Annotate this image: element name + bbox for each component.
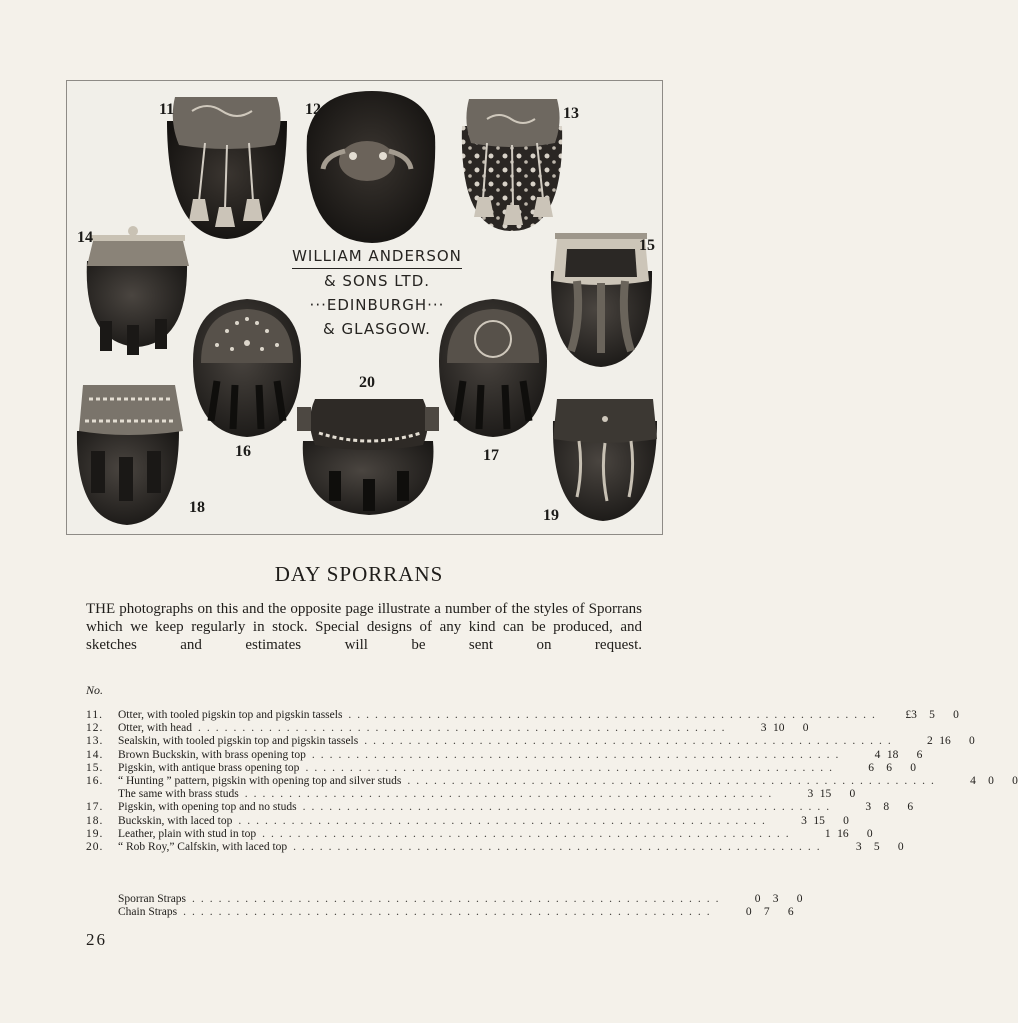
item-price [801,828,873,841]
item-price [722,906,794,919]
number-column-header: No. [86,683,104,697]
price-shillings: 3 [772,893,779,905]
item-number: 15. [86,761,104,774]
photo-number-20: 20 [359,374,375,391]
sporran-18 [77,385,183,525]
leader-dots: ............................................................ [364,735,897,748]
item-number: 20. [86,840,104,853]
item-description: Chain Straps [118,906,178,919]
straps-list [86,893,803,919]
sporran-11 [167,97,287,239]
item-price [844,762,916,775]
price-shillings: 7 [763,906,770,919]
leader-dots: ............................................................ [348,709,881,721]
price-pounds: 6 [868,761,874,774]
leader-dots: ............................................................ [407,774,940,787]
maker-line-3: ···EDINBURGH··· [309,296,445,314]
item-description: Sporran Straps [118,893,187,905]
item-price [887,709,959,722]
leader-dots: ............................................................ [192,893,725,905]
price-pence: 0 [843,814,849,827]
price-list [86,709,1018,854]
price-row [86,774,1018,788]
page-number: 26 [86,930,107,949]
price-pence: 6 [916,748,923,761]
price-row [86,748,923,762]
price-pence: 0 [1012,774,1018,787]
leader-dots: ............................................................ [262,827,795,840]
item-description: Leather, plain with stud in top [118,827,257,840]
maker-line-2: & SONS LTD. [323,272,431,290]
price-pounds: 3 [865,801,872,814]
price-shillings: 15 [819,788,832,801]
item-price [736,722,808,735]
item-price [783,788,855,801]
item-description: Brown Buckskin, with brass opening top [118,748,306,761]
price-shillings: 16 [939,735,951,748]
price-pounds: 0 [754,893,761,905]
price-pounds: 3 [801,814,807,827]
price-row [86,814,849,828]
leader-dots: ............................................................ [183,906,716,919]
price-shillings: 18 [886,748,899,761]
item-description: “ Hunting ” pattern, pigskin with opening top and silver studs [118,774,402,787]
photo-number-13: 13 [563,105,579,122]
price-pounds: 2 [926,735,933,748]
item-price [841,801,913,814]
item-description: Pigskin, with antique brass opening top [118,761,300,774]
item-description: The same with brass studs [118,788,239,801]
item-price [903,735,975,748]
price-row [86,893,803,906]
price-shillings: 6 [886,761,892,774]
item-description: Pigskin, with opening top and no studs [118,801,297,814]
item-number: 12. [86,722,104,735]
sporran-20 [297,399,439,515]
price-pence: 0 [796,893,803,905]
photo-number-15: 15 [639,237,655,254]
leader-dots: ............................................................ [305,761,838,774]
price-pounds: 0 [745,906,752,919]
item-price [946,775,1018,788]
price-pence: 0 [910,761,916,774]
item-price [777,815,849,828]
leader-dots: ............................................................ [311,748,845,761]
price-row [86,735,975,748]
price-pounds: 1 [824,827,831,840]
leader-dots: ............................................................ [238,814,771,827]
sporran-14 [87,226,189,355]
maker-line-1: WILLIAM ANDERSON [292,244,462,269]
photo-number-11: 11 [159,101,175,118]
maker-line-4: & GLASGOW. [323,320,431,338]
sporran-13 [462,99,562,231]
item-number: 11. [86,709,103,721]
maker-imprint [263,244,491,341]
item-number: 17. [86,801,104,814]
photo-number-18: 18 [189,499,205,516]
price-shillings: 5 [873,840,880,853]
photo-number-17: 17 [483,447,499,464]
price-row [86,827,873,841]
leader-dots: ............................................................ [293,840,826,853]
price-pence: 6 [787,906,794,919]
price-shillings: 5 [929,709,935,721]
price-shillings: 16 [837,827,849,840]
leader-dots: ............................................................ [197,722,731,735]
price-pounds: 4 [874,748,881,761]
price-pounds: 3 [807,788,814,801]
page-title: DAY SPORRANS [274,562,444,586]
price-pence: 0 [866,827,873,840]
leader-dots: ............................................................ [302,801,836,814]
item-price [832,841,904,854]
price-row [86,840,904,854]
item-description: Sealskin, with tooled pigskin top and pigskin tassels [118,735,359,748]
price-pence: 0 [849,788,856,801]
item-price [850,749,922,762]
price-pence: 0 [968,735,975,748]
sporran-19 [553,399,657,521]
intro-paragraph [86,600,642,654]
price-row [86,906,794,919]
price-shillings: 10 [772,722,785,735]
item-description: Otter, with head [118,722,192,735]
price-row [86,788,856,801]
price-pounds: 3 [855,840,862,853]
price-pence: 6 [907,801,914,814]
photo-number-19: 19 [543,507,559,524]
sporran-15 [551,233,652,367]
item-description: “ Rob Roy,” Calfskin, with laced top [118,840,288,853]
price-row [86,761,916,775]
item-number: 14. [86,748,104,761]
price-pence: 0 [897,840,904,853]
leader-dots: ............................................................ [244,788,778,801]
item-number: 19. [86,827,104,840]
item-number: 16. [86,774,104,787]
price-row [86,722,809,735]
price-pence: 0 [953,709,959,721]
price-pounds: £3 [905,709,917,721]
item-description: Otter, with tooled pigskin top and pigskin tassels [118,709,343,721]
photo-number-16: 16 [235,443,251,460]
price-shillings: 15 [813,814,825,827]
item-number: 13. [86,735,104,748]
price-pence: 0 [802,722,809,735]
intro-text: THE photographs on this and the opposite page illustrate a number of the styles of Sporrans which we keep regularly in stock. Special designs of any kind can be produced, and sketches and estimates will be sent on request. [86,601,642,653]
price-shillings: 8 [883,801,890,814]
price-row [86,801,914,814]
item-price [731,893,803,906]
photo-number-14: 14 [77,229,93,246]
sporran-photograph [66,80,663,535]
price-pounds: 3 [760,722,767,735]
price-pounds: 4 [970,774,976,787]
price-row [86,709,959,722]
item-description: Buckskin, with laced top [118,814,233,827]
photo-number-12: 12 [305,101,321,118]
item-number: 18. [86,814,104,827]
sporran-12 [307,91,436,243]
price-shillings: 0 [988,774,994,787]
